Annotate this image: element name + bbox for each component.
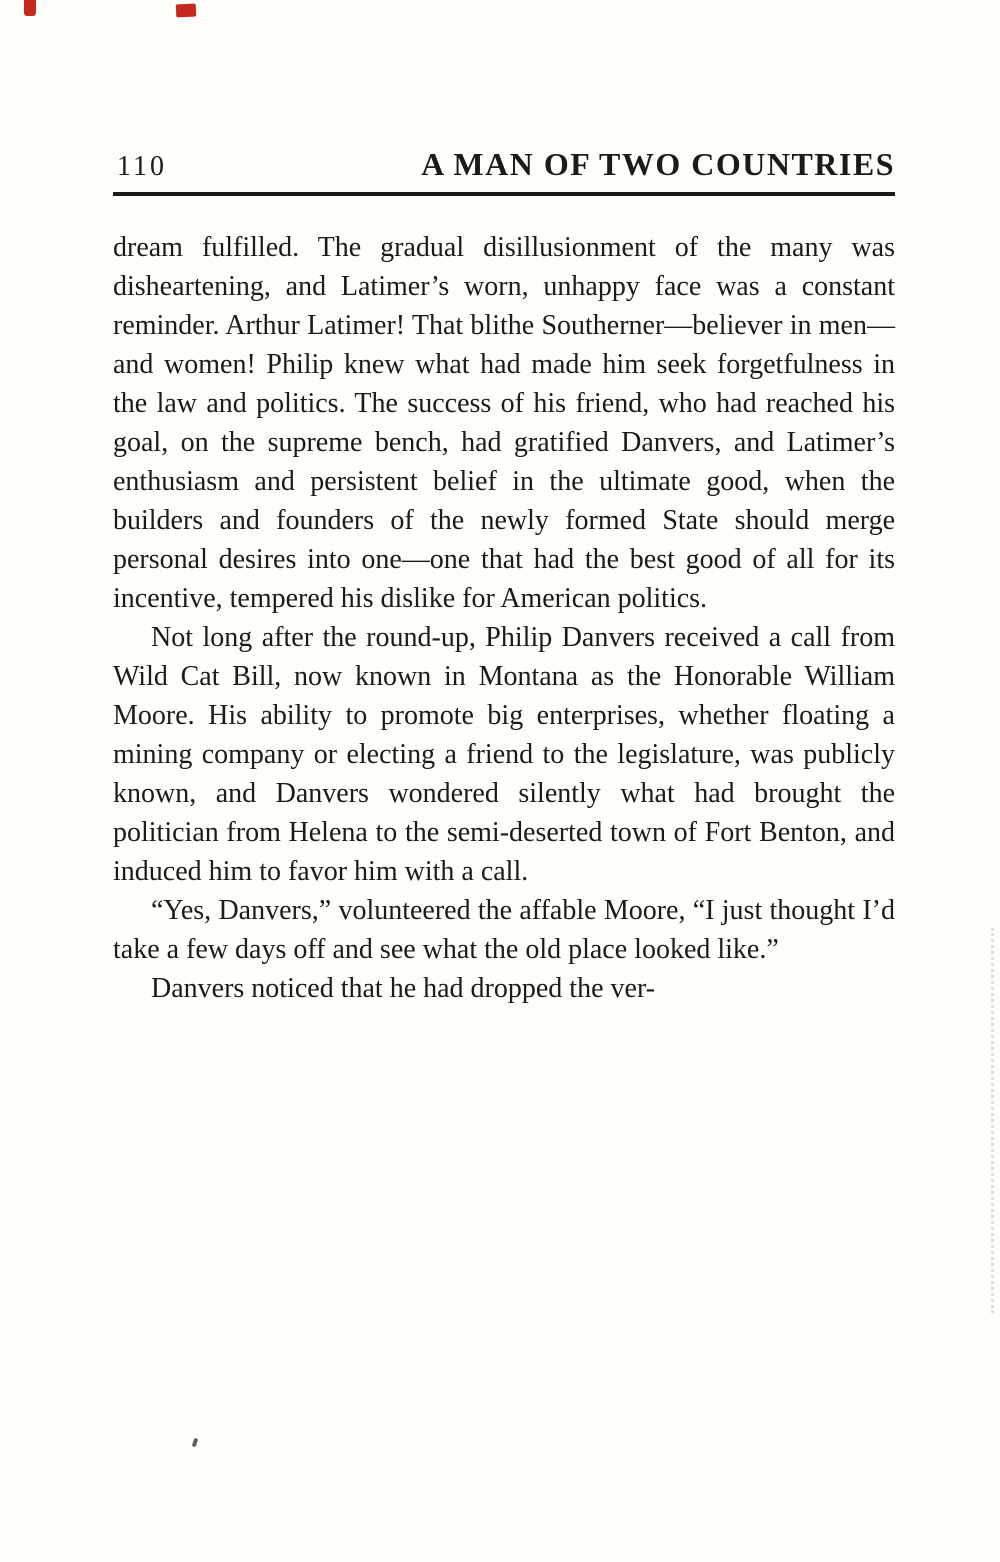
scan-artifact-red-2 bbox=[176, 3, 197, 17]
paragraph-continuation: dream fulfilled. The gradual disillusionment of the many was disheartening, and Latimer’s worn, unhappy face was a constant reminder. Arthur Latimer! That blithe Southerner—believer in men—and women! Philip knew what had made him seek forgetfulness in the law and politics. The success of his friend, who had reached his goal, on the supreme bench, had gratified Danvers, and Latimer’s enthusiasm and persistent belief in the ultimate good, when the builders and founders of the newly formed State should merge personal desires into one—one that had the best good of all for its incentive, tempered his dislike for American politics. bbox=[113, 232, 895, 614]
stray-ink-mark bbox=[192, 1438, 199, 1448]
scan-artifact-red-1 bbox=[24, 0, 36, 16]
page-edge-marks bbox=[991, 928, 994, 1313]
running-head bbox=[113, 146, 895, 183]
header-rule bbox=[113, 192, 895, 196]
running-title: A MAN OF TWO COUNTRIES bbox=[421, 146, 895, 182]
paragraph-catchline: Danvers noticed that he had dropped the ver- bbox=[151, 973, 656, 1004]
page-content bbox=[113, 146, 895, 1008]
page-number: 110 bbox=[117, 151, 167, 182]
paragraph: Not long after the round-up, Philip Danvers received a call from Wild Cat Bill, now known in Montana as the Honorable William Moore. His ability to promote big enterprises, whether floating a mining company or electing a friend to the legislature, was publicly known, and Danvers wondered silently what had brought the politician from Helena to the semi-deserted town of Fort Benton, and induced him to favor him with a call. bbox=[113, 622, 895, 887]
page-body bbox=[113, 228, 895, 1008]
paragraph: “Yes, Danvers,” volunteered the affable Moore, “I just thought I’d take a few days off and see what the old place looked like.” bbox=[113, 895, 895, 965]
